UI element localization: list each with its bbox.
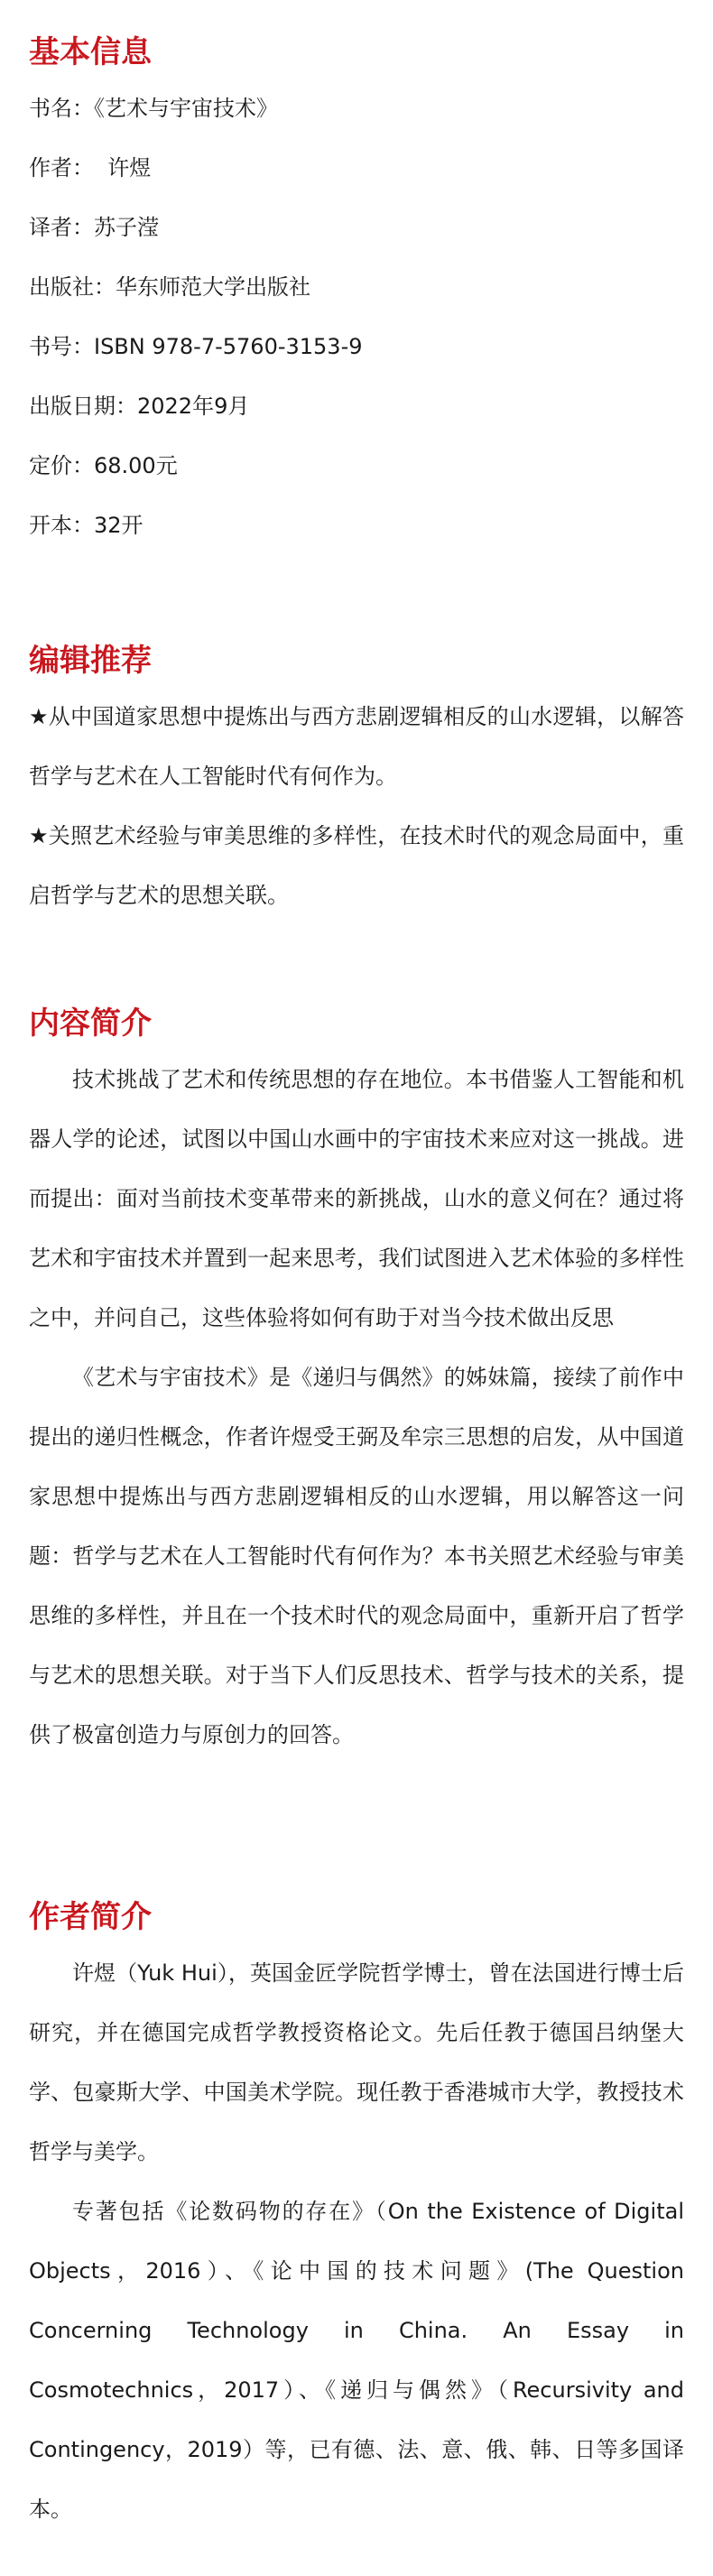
content-intro-heading: 内容简介: [29, 1005, 152, 1042]
author-intro-paragraph: 专著包括《论数码物的存在》（On the Existence of Digital Objects，2016）、《论中国的技术问题》(The Question Concerning Technology in China. An Essay in Cosmotechnics，2017）、《递归与偶然》（Recursivity and Contingency，2019）等，已有德、法、意、俄、韩、日等多国译本。: [29, 2198, 684, 2522]
content-intro-paragraph: 《艺术与宇宙技术》是《递归与偶然》的姊妹篇，接续了前作中提出的递归性概念，作者许煜受王弼及牟宗三思想的启发，从中国道家思想中提炼出与西方悲剧逻辑相反的山水逻辑，用以解答这一问题：哲学与艺术在人工智能时代有何作为？本书关照艺术经验与审美思维的多样性，并且在一个技术时代的观念局面中，重新开启了哲学与艺术的思想关联。对于当下人们反思技术、哲学与技术的关系，提供了极富创造力与原创力的回答。: [29, 1364, 684, 1747]
isbn-line: 书号：ISBN 978-7-5760-3153-9: [29, 333, 363, 359]
author-intro-heading: 作者简介: [29, 1899, 152, 1935]
price-line: 定价：68.00元: [29, 452, 178, 478]
recommend-point: ★关照艺术经验与审美思维的多样性，在技术时代的观念局面中，重启哲学与艺术的思想关联。: [29, 822, 684, 908]
content-intro-section: [29, 1005, 684, 1765]
basic-info-section: [29, 34, 684, 555]
publisher-line: 出版社：华东师范大学出版社: [29, 273, 310, 300]
author-intro-section: [29, 1899, 684, 2539]
basic-info-heading: 基本信息: [29, 34, 152, 70]
book-title-line: 书名：《艺术与宇宙技术》: [29, 95, 278, 121]
author-line: 作者： 许煜: [29, 154, 152, 181]
content-intro-paragraph: 技术挑战了艺术和传统思想的存在地位。本书借鉴人工智能和机器人学的论述，试图以中国山水画中的宇宙技术来应对这一挑战。进而提出：面对当前技术变革带来的新挑战，山水的意义何在？通过将艺术和宇宙技术并置到一起来思考，我们试图进入艺术体验的多样性之中，并问自己，这些体验将如何有助于对当今技术做出反思: [29, 1066, 684, 1330]
editor-recommend-heading: 编辑推荐: [29, 643, 152, 679]
recommend-point: ★从中国道家思想中提炼出与西方悲剧逻辑相反的山水逻辑，以解答哲学与艺术在人工智能时代有何作为。: [29, 703, 684, 789]
translator-line: 译者：苏子滢: [29, 214, 159, 240]
format-line: 开本：32开: [29, 512, 144, 538]
author-intro-paragraph: 许煜（Yuk Hui），英国金匠学院哲学博士，曾在法国进行博士后研究，并在德国完成哲学教授资格论文。先后任教于德国吕纳堡大学、包豪斯大学、中国美术学院。现任教于香港城市大学，教授技术哲学与美学。: [29, 1960, 684, 2164]
editor-recommend-section: [29, 643, 684, 925]
publish-date-line: 出版日期：2022年9月: [29, 393, 250, 419]
